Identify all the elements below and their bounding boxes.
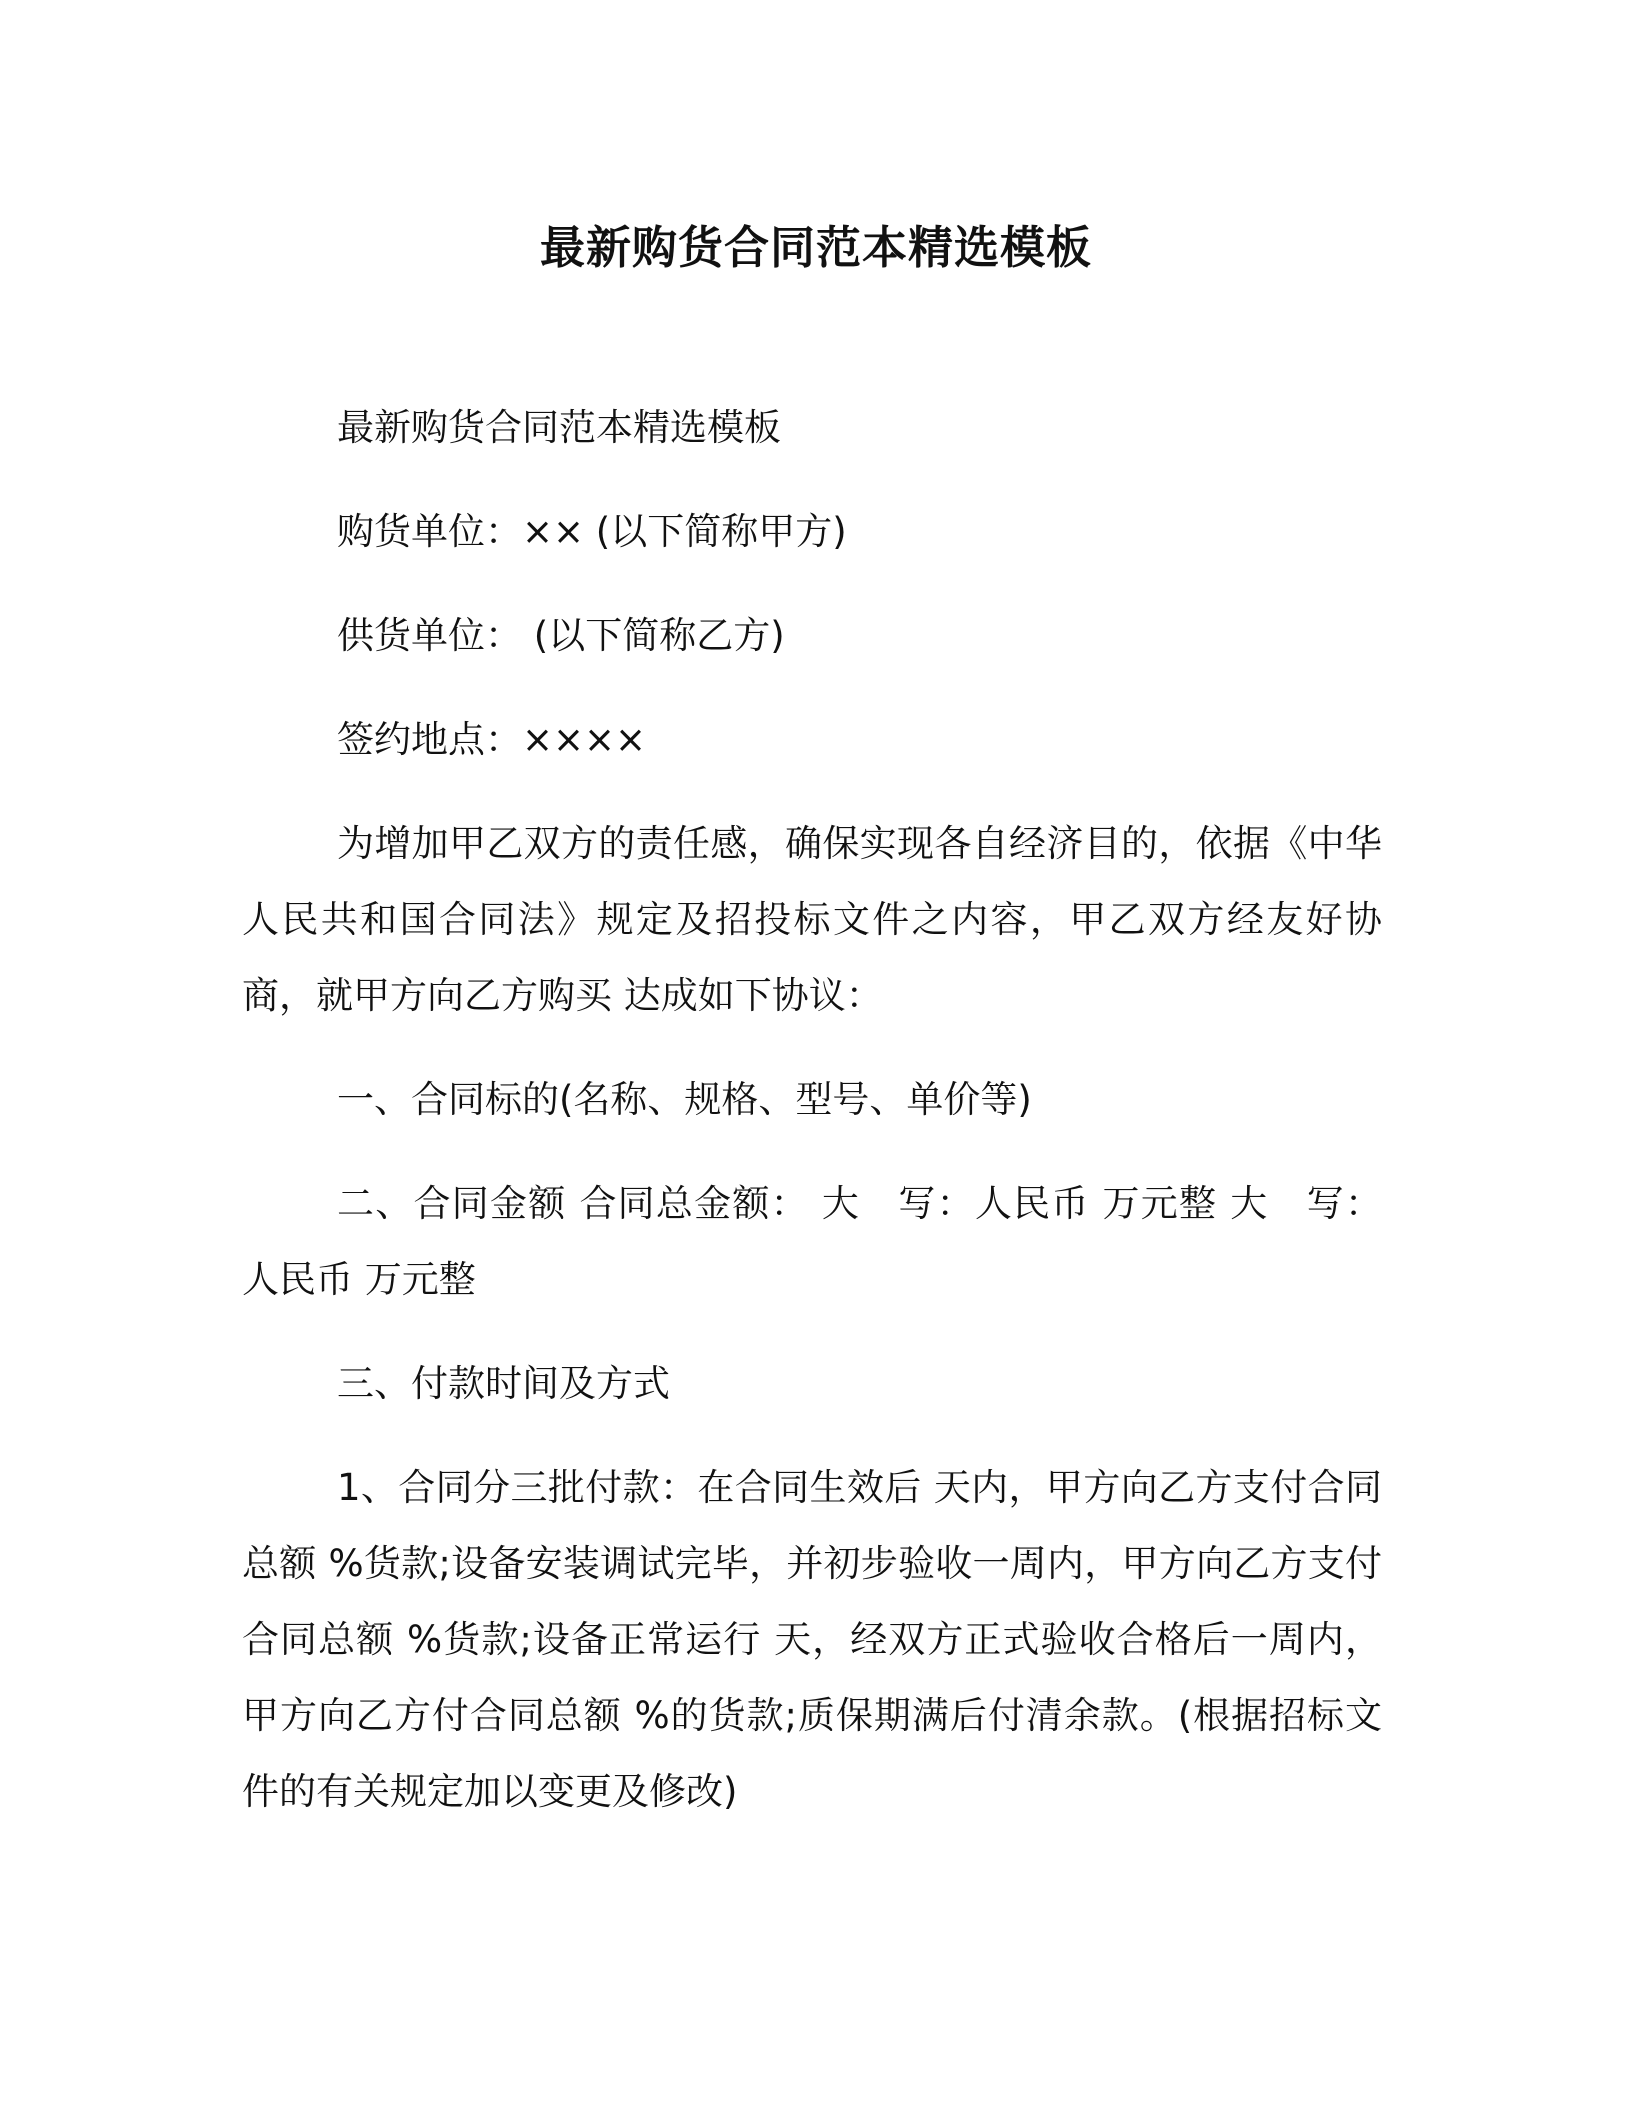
document-body: [242, 390, 1382, 1858]
payment-terms-paragraph: 1、合同分三批付款：在合同生效后 天内，甲方向乙方支付合同总额 %货款;设备安装调试完毕，并初步验收一周内，甲方向乙方支付合同总额 %货款;设备正常运行 天，经双方正式验收合格后一周内，甲方向乙方付合同总额 %的货款;质保期满后付清余款。(根据招标文件的有关规定加以变更及修改): [242, 1466, 1382, 1813]
preamble-paragraph: 为增加甲乙双方的责任感，确保实现各自经济目的，依据《中华人民共和国合同法》规定及招投标文件之内容，甲乙双方经友好协商，就甲方向乙方购买 达成如下协议：: [242, 822, 1382, 1017]
section-amount-paragraph: 二、合同金额 合同总金额： 大 写：人民币 万元整 大 写： 人民币 万元整: [242, 1182, 1382, 1301]
subtitle-paragraph: 最新购货合同范本精选模板: [337, 406, 781, 449]
supplier-paragraph: 供货单位： (以下简称乙方): [337, 614, 785, 657]
section-payment-heading: 三、付款时间及方式: [337, 1362, 670, 1405]
section-subject-heading: 一、合同标的(名称、规格、型号、单价等): [337, 1078, 1032, 1121]
buyer-paragraph: 购货单位：×× (以下简称甲方): [337, 510, 847, 553]
document-title: 最新购货合同范本精选模板: [539, 221, 1092, 274]
signing-location-paragraph: 签约地点：××××: [337, 718, 647, 761]
